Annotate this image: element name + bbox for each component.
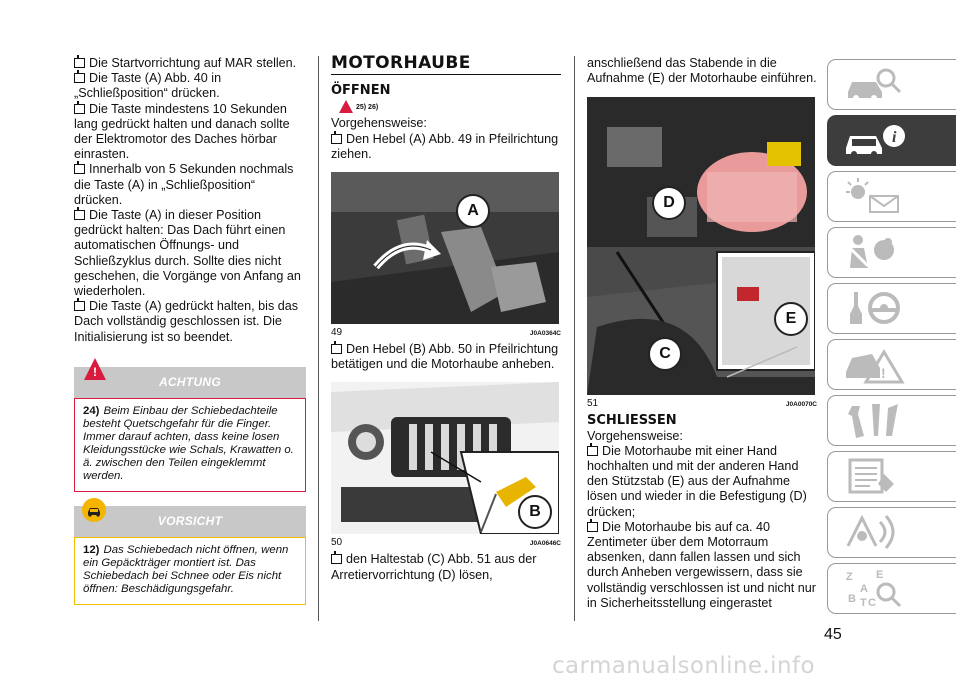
step-item: Den Hebel (B) Abb. 50 in Pfeilrichtung betätigen und die Motorhaube anheben. <box>331 342 559 372</box>
figure-caption <box>587 395 817 409</box>
checkbox-bullet-icon <box>331 134 342 144</box>
step-item: Die Motorhaube bis auf ca. 40 Zentimeter über dem Motorraum absenken, dann fallen lassen und sich durch Anheben vergewissern, dass sie vollständig verschlossen ist und nicht nur in Sicherheitsstellung eingerastet <box>587 519 816 610</box>
caution-header <box>74 506 306 537</box>
technical-data-icon <box>842 456 906 496</box>
checkbox-bullet-icon <box>74 301 85 311</box>
checkbox-bullet-icon <box>587 446 598 456</box>
step-item: Die Taste (A) in dieser Position gedrückt halten: Das Dach führt einen automatischen Öffnungs- und Schließzyklus durch. Sollte dies nicht geschehen, die Vorgänge von Anfang an wiederholen. <box>74 208 301 299</box>
checkbox-bullet-icon <box>74 210 85 220</box>
chapter-tab-dashboard-lights[interactable] <box>827 171 956 222</box>
figure-number: 51 <box>587 398 599 410</box>
svg-text:B: B <box>848 593 856 605</box>
svg-text:C: C <box>868 597 876 608</box>
page-number: 45 <box>824 626 842 643</box>
chapter-tab-emergency[interactable] <box>827 339 956 390</box>
figure-number: 49 <box>331 327 343 339</box>
warning-number: 24) <box>83 404 100 417</box>
column-3 <box>587 56 817 611</box>
refs: 25) 26) <box>356 104 379 112</box>
svg-text:i: i <box>892 129 897 146</box>
step-item: den Haltestab (C) Abb. 51 aus der Arretiervorrichtung (D) lösen, <box>331 552 537 582</box>
warning-triangle-icon <box>339 100 353 113</box>
maintenance-tools-icon <box>842 400 906 440</box>
step-item: Innerhalb von 5 Sekunden nochmals die Taste (A) in „Schließposition“ drücken. <box>74 162 294 207</box>
start-drive-icon <box>842 288 906 328</box>
refs-line <box>331 100 561 116</box>
figure-number: 50 <box>331 537 343 549</box>
figure-50 <box>331 382 559 534</box>
intro-text: Vorgehensweise: <box>331 116 427 131</box>
callout-label: E <box>774 302 808 336</box>
chapter-tab-technical-data[interactable] <box>827 451 956 502</box>
column-divider <box>574 56 575 621</box>
checkbox-bullet-icon <box>331 554 342 564</box>
svg-text:T: T <box>860 597 867 608</box>
callout-label: B <box>518 495 552 529</box>
warning-header: ! ACHTUNG <box>74 367 306 398</box>
warning-title: ACHTUNG <box>158 374 222 389</box>
checkbox-bullet-icon <box>74 73 85 83</box>
callout-label: D <box>652 186 686 220</box>
warning-text: Beim Einbau der Schiebedachteile besteht Quetschgefahr für die Finger. Immer darauf achten, dass keine losen Kleidungsstücke wie Schals, Krawatten o. ä. zwischen den Teilen eingeklemmt werden. <box>83 404 294 482</box>
svg-text:A: A <box>860 583 868 595</box>
warning-box <box>74 398 306 492</box>
index-icon <box>842 568 906 608</box>
figure-code: J0A0070C <box>785 401 817 409</box>
step-item: Die Taste (A) gedrückt halten, bis das Dach vollständig geschlossen ist. Die Initialisierung ist so beendet. <box>74 299 299 344</box>
intro-text: Vorgehensweise: <box>587 428 683 443</box>
callout-label: C <box>648 337 682 371</box>
subsection-title: ÖFFNEN <box>331 83 391 99</box>
figure-51 <box>587 97 815 395</box>
watermark: carmanualsonline.info <box>552 653 815 679</box>
caution-title: VORSICHT <box>157 513 223 528</box>
chapter-tab-start-drive[interactable] <box>827 283 956 334</box>
chapter-tab-index[interactable] <box>827 563 956 614</box>
dashboard-lights-message-icon <box>842 176 906 216</box>
chapter-tab-car-search[interactable] <box>827 59 956 110</box>
step-item: Die Taste mindestens 10 Sekunden lang gedrückt halten und danach sollte der Elektromotor des Daches hörbar einrasten. <box>74 101 290 162</box>
caution-box <box>74 537 306 605</box>
checkbox-bullet-icon <box>74 104 85 114</box>
figure-49 <box>331 172 559 324</box>
figure-code: J0A0646C <box>529 540 561 548</box>
checkbox-bullet-icon <box>74 164 85 174</box>
column-divider <box>318 56 319 621</box>
car-search-icon <box>842 64 906 104</box>
figure-code: J0A0364C <box>529 330 561 338</box>
column-2 <box>331 53 561 583</box>
step-item: Die Startvorrichtung auf MAR stellen. <box>74 56 306 71</box>
multimedia-icon <box>842 512 906 552</box>
chapter-tab-car-info[interactable] <box>827 115 956 166</box>
pedal-area-illustration <box>331 172 559 324</box>
step-item: Die Motorhaube mit einer Hand hochhalten und mit der anderen Hand den Stützstab (E) aus der Aufnahme lösen und wieder in die Befestigung (D) drücken; <box>587 443 807 519</box>
chapter-tab-safety[interactable] <box>827 227 956 278</box>
section-title: MOTORHAUBE <box>331 56 561 75</box>
svg-text:!: ! <box>881 365 886 381</box>
checkbox-bullet-icon <box>74 58 85 68</box>
step-item: Die Taste (A) Abb. 40 in „Schließposition“ drücken. <box>74 71 222 101</box>
step-item: Den Hebel (A) Abb. 49 in Pfeilrichtung ziehen. <box>331 131 559 161</box>
subsection-title: SCHLIESSEN <box>587 413 677 429</box>
car-info-icon <box>842 120 906 160</box>
chapter-tab-multimedia[interactable] <box>827 507 956 558</box>
caution-number: 12) <box>83 543 100 556</box>
column-1 <box>74 56 306 605</box>
callout-label: A <box>456 194 490 228</box>
caution-text: Das Schiebedach nicht öffnen, wenn ein Gepäckträger montiert ist. Das Schiebedach bei Schnee oder Eis nicht öffnen: Beschädigungsgefahr. <box>83 543 289 595</box>
seatbelt-airbag-icon <box>842 232 906 272</box>
svg-text:E: E <box>876 569 884 581</box>
checkbox-bullet-icon <box>331 344 342 354</box>
checkbox-bullet-icon <box>587 522 598 532</box>
figure-caption <box>331 534 561 548</box>
emergency-icon <box>842 344 906 384</box>
chapter-tab-maintenance[interactable] <box>827 395 956 446</box>
svg-text:Z: Z <box>846 571 853 583</box>
figure-caption <box>331 324 561 338</box>
intro-text: anschließend das Stabende in die Aufnahme (E) der Motorhaube einführen. <box>587 56 817 86</box>
engine-bay-illustration <box>587 97 815 395</box>
